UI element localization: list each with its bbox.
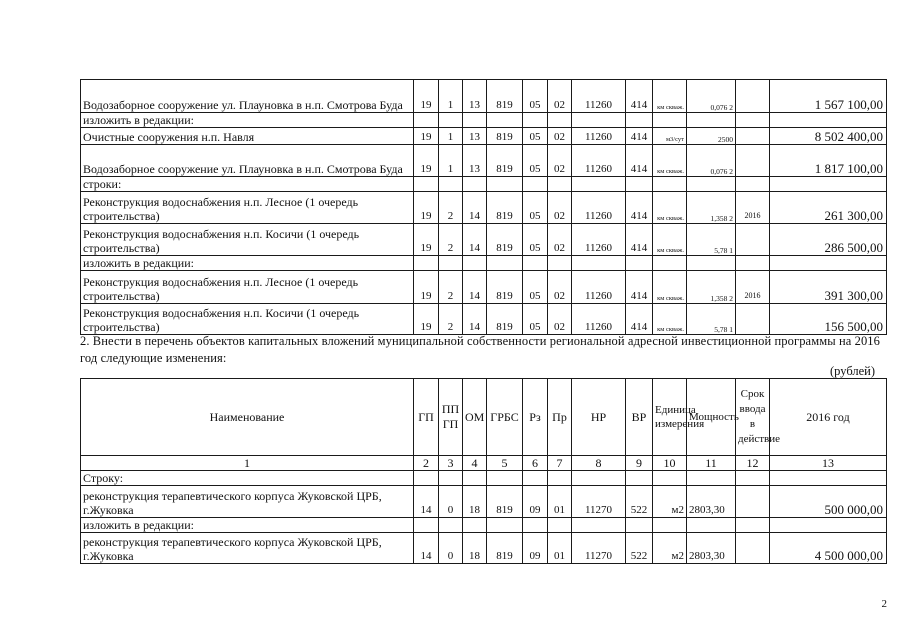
pr-cell: 02 — [548, 304, 572, 335]
power-cell: 0,076 2 — [687, 145, 736, 177]
pgp-cell: 1 — [439, 128, 463, 145]
empty-cell — [770, 177, 887, 192]
gp-cell: 19 — [414, 304, 439, 335]
section-label: изложить в редакции: — [81, 256, 414, 271]
empty-cell — [770, 518, 887, 533]
object-name: реконструкция терапевтического корпуса Жуковской ЦРБ, г.Жуковка — [81, 533, 414, 564]
object-name: Реконструкция водоснабжения н.п. Косичи (1 очередь строительства) — [81, 224, 414, 256]
empty-cell — [548, 518, 572, 533]
empty-cell — [548, 113, 572, 128]
empty-cell — [687, 113, 736, 128]
empty-cell — [414, 471, 439, 486]
empty-cell — [439, 177, 463, 192]
pgp-cell: 0 — [439, 533, 463, 564]
column-number: 7 — [548, 456, 572, 471]
gp-cell: 19 — [414, 145, 439, 177]
empty-cell — [439, 518, 463, 533]
grbs-cell: 819 — [487, 145, 523, 177]
empty-cell — [736, 256, 770, 271]
empty-cell — [463, 256, 487, 271]
pr-cell: 02 — [548, 271, 572, 304]
vr-cell: 414 — [626, 192, 653, 224]
object-name: Реконструкция водоснабжения н.п. Лесное (1 очередь строительства) — [81, 192, 414, 224]
amount-cell: 156 500,00 — [770, 304, 887, 335]
power-cell: 0,076 2 — [687, 80, 736, 113]
changes-table-2 — [80, 378, 887, 564]
table-row — [81, 486, 887, 518]
table-row — [81, 128, 887, 145]
amount-cell: 286 500,00 — [770, 224, 887, 256]
header-cell: ПП ГП — [439, 379, 463, 456]
empty-cell — [653, 177, 687, 192]
vr-cell: 414 — [626, 271, 653, 304]
empty-cell — [548, 471, 572, 486]
gp-cell: 19 — [414, 80, 439, 113]
section-row — [81, 471, 887, 486]
empty-cell — [463, 518, 487, 533]
table-row — [81, 80, 887, 113]
empty-cell — [626, 256, 653, 271]
year-cell: 2016 — [736, 271, 770, 304]
column-number: 6 — [523, 456, 548, 471]
empty-cell — [414, 256, 439, 271]
pgp-cell: 0 — [439, 486, 463, 518]
header-cell: ОМ — [463, 379, 487, 456]
unit-cell: км скваж. — [653, 145, 687, 177]
header-cell: ГП — [414, 379, 439, 456]
empty-cell — [770, 113, 887, 128]
empty-cell — [487, 177, 523, 192]
changes-table-1 — [80, 79, 887, 335]
section-label: строки: — [81, 177, 414, 192]
paragraph-2: 2. Внести в перечень объектов капитальных вложений муниципальной собственности региональной адресной инвестиционной программы на 2016 год следующие изменения: — [80, 334, 881, 365]
empty-cell — [487, 113, 523, 128]
om-cell: 13 — [463, 80, 487, 113]
empty-cell — [653, 113, 687, 128]
empty-cell — [523, 256, 548, 271]
table-row — [81, 271, 887, 304]
amount-cell: 500 000,00 — [770, 486, 887, 518]
power-cell: 1,358 2 — [687, 271, 736, 304]
empty-cell — [770, 471, 887, 486]
amount-cell: 1 567 100,00 — [770, 80, 887, 113]
year-cell — [736, 486, 770, 518]
empty-cell — [736, 471, 770, 486]
gp-cell: 19 — [414, 128, 439, 145]
column-number: 5 — [487, 456, 523, 471]
pgp-cell: 2 — [439, 304, 463, 335]
empty-cell — [653, 256, 687, 271]
power-cell: 1,358 2 — [687, 192, 736, 224]
pr-cell: 01 — [548, 486, 572, 518]
empty-cell — [572, 471, 626, 486]
empty-cell — [463, 471, 487, 486]
column-number: 1 — [81, 456, 414, 471]
section-row — [81, 256, 887, 271]
object-name: Водозаборное сооружение ул. Плауновка в н.п. Смотрова Буда — [81, 80, 414, 113]
amount-cell: 4 500 000,00 — [770, 533, 887, 564]
empty-cell — [736, 113, 770, 128]
om-cell: 18 — [463, 486, 487, 518]
vr-cell: 414 — [626, 80, 653, 113]
pgp-cell: 2 — [439, 271, 463, 304]
year-cell — [736, 80, 770, 113]
empty-cell — [487, 256, 523, 271]
empty-cell — [626, 518, 653, 533]
column-number: 3 — [439, 456, 463, 471]
empty-cell — [523, 177, 548, 192]
year-cell — [736, 533, 770, 564]
column-number: 10 — [653, 456, 687, 471]
grbs-cell: 819 — [487, 271, 523, 304]
amount-cell: 8 502 400,00 — [770, 128, 887, 145]
rz-cell: 05 — [523, 145, 548, 177]
pr-cell: 02 — [548, 145, 572, 177]
grbs-cell: 819 — [487, 533, 523, 564]
rz-cell: 09 — [523, 486, 548, 518]
vr-cell: 414 — [626, 128, 653, 145]
rz-cell: 05 — [523, 128, 548, 145]
pgp-cell: 2 — [439, 192, 463, 224]
pr-cell: 01 — [548, 533, 572, 564]
year-cell: 2016 — [736, 192, 770, 224]
column-number: 12 — [736, 456, 770, 471]
header-cell: НР — [572, 379, 626, 456]
year-cell — [736, 128, 770, 145]
table-row — [81, 533, 887, 564]
section-label: изложить в редакции: — [81, 113, 414, 128]
np-cell: 11260 — [572, 80, 626, 113]
empty-cell — [687, 471, 736, 486]
empty-cell — [736, 177, 770, 192]
column-number: 8 — [572, 456, 626, 471]
pgp-cell: 1 — [439, 80, 463, 113]
header-cell: 2016 год — [770, 379, 887, 456]
om-cell: 14 — [463, 271, 487, 304]
rz-cell: 05 — [523, 192, 548, 224]
table-row — [81, 192, 887, 224]
empty-cell — [414, 518, 439, 533]
amount-cell: 261 300,00 — [770, 192, 887, 224]
np-cell: 11260 — [572, 128, 626, 145]
np-cell: 11260 — [572, 271, 626, 304]
gp-cell: 14 — [414, 486, 439, 518]
rz-cell: 05 — [523, 224, 548, 256]
empty-cell — [463, 113, 487, 128]
pgp-cell: 1 — [439, 145, 463, 177]
empty-cell — [626, 113, 653, 128]
rz-cell: 05 — [523, 271, 548, 304]
header-cell: Единица измерения — [653, 379, 687, 456]
np-cell: 11270 — [572, 533, 626, 564]
object-name: Водозаборное сооружение ул. Плауновка в н.п. Смотрова Буда — [81, 145, 414, 177]
vr-cell: 522 — [626, 486, 653, 518]
unit-cell: км скваж. — [653, 192, 687, 224]
empty-cell — [572, 177, 626, 192]
empty-cell — [523, 471, 548, 486]
pr-cell: 02 — [548, 128, 572, 145]
grbs-cell: 819 — [487, 486, 523, 518]
grbs-cell: 819 — [487, 304, 523, 335]
empty-cell — [653, 518, 687, 533]
power-cell: 5,78 1 — [687, 224, 736, 256]
empty-cell — [653, 471, 687, 486]
grbs-cell: 819 — [487, 192, 523, 224]
section-row — [81, 177, 887, 192]
object-name: Очистные сооружения н.п. Навля — [81, 128, 414, 145]
column-number-row — [81, 456, 887, 471]
gp-cell: 19 — [414, 224, 439, 256]
year-cell — [736, 145, 770, 177]
units-label: (рублей) — [830, 364, 876, 378]
om-cell: 18 — [463, 533, 487, 564]
table-header-row — [81, 379, 887, 456]
object-name: Реконструкция водоснабжения н.п. Лесное (1 очередь строительства) — [81, 271, 414, 304]
rz-cell: 05 — [523, 80, 548, 113]
empty-cell — [487, 518, 523, 533]
np-cell: 11270 — [572, 486, 626, 518]
pr-cell: 02 — [548, 224, 572, 256]
year-cell — [736, 304, 770, 335]
amount-cell: 391 300,00 — [770, 271, 887, 304]
unit-cell: м3/сут — [653, 128, 687, 145]
section-row — [81, 113, 887, 128]
empty-cell — [414, 177, 439, 192]
grbs-cell: 819 — [487, 224, 523, 256]
np-cell: 11260 — [572, 145, 626, 177]
vr-cell: 414 — [626, 304, 653, 335]
power-cell: 2500 — [687, 128, 736, 145]
np-cell: 11260 — [572, 224, 626, 256]
amount-cell: 1 817 100,00 — [770, 145, 887, 177]
empty-cell — [572, 518, 626, 533]
unit-cell: км скваж. — [653, 80, 687, 113]
empty-cell — [439, 113, 463, 128]
empty-cell — [687, 518, 736, 533]
section-row — [81, 518, 887, 533]
rz-cell: 09 — [523, 533, 548, 564]
unit-cell: км скваж. — [653, 224, 687, 256]
grbs-cell: 819 — [487, 80, 523, 113]
om-cell: 14 — [463, 192, 487, 224]
empty-cell — [523, 518, 548, 533]
om-cell: 13 — [463, 145, 487, 177]
vr-cell: 414 — [626, 145, 653, 177]
object-name: реконструкция терапевтического корпуса Жуковской ЦРБ, г.Жуковка — [81, 486, 414, 518]
vr-cell: 522 — [626, 533, 653, 564]
unit-cell: км скваж. — [653, 304, 687, 335]
empty-cell — [523, 113, 548, 128]
header-cell: Пр — [548, 379, 572, 456]
om-cell: 14 — [463, 304, 487, 335]
power-cell: 2803,30 — [687, 533, 736, 564]
power-cell: 5,78 1 — [687, 304, 736, 335]
np-cell: 11260 — [572, 192, 626, 224]
empty-cell — [487, 471, 523, 486]
rz-cell: 05 — [523, 304, 548, 335]
gp-cell: 19 — [414, 192, 439, 224]
empty-cell — [463, 177, 487, 192]
empty-cell — [626, 177, 653, 192]
pr-cell: 02 — [548, 192, 572, 224]
power-cell: 2803,30 — [687, 486, 736, 518]
pgp-cell: 2 — [439, 224, 463, 256]
table-row — [81, 224, 887, 256]
column-number: 11 — [687, 456, 736, 471]
section-label: изложить в редакции: — [81, 518, 414, 533]
column-number: 13 — [770, 456, 887, 471]
table-row — [81, 145, 887, 177]
header-cell: Мощность — [687, 379, 736, 456]
header-cell: Наименование — [81, 379, 414, 456]
empty-cell — [548, 177, 572, 192]
unit-cell: км скваж. — [653, 271, 687, 304]
empty-cell — [687, 177, 736, 192]
table-row — [81, 304, 887, 335]
pr-cell: 02 — [548, 80, 572, 113]
header-cell: Срок ввода в действие — [736, 379, 770, 456]
empty-cell — [439, 256, 463, 271]
empty-cell — [687, 256, 736, 271]
empty-cell — [414, 113, 439, 128]
page-number: 2 — [881, 598, 887, 610]
unit-cell: м2 — [653, 533, 687, 564]
empty-cell — [439, 471, 463, 486]
column-number: 4 — [463, 456, 487, 471]
year-cell — [736, 224, 770, 256]
gp-cell: 19 — [414, 271, 439, 304]
header-cell: Рз — [523, 379, 548, 456]
column-number: 9 — [626, 456, 653, 471]
unit-cell: м2 — [653, 486, 687, 518]
empty-cell — [548, 256, 572, 271]
np-cell: 11260 — [572, 304, 626, 335]
column-number: 2 — [414, 456, 439, 471]
empty-cell — [572, 113, 626, 128]
empty-cell — [736, 518, 770, 533]
om-cell: 14 — [463, 224, 487, 256]
empty-cell — [572, 256, 626, 271]
empty-cell — [626, 471, 653, 486]
section-label: Строку: — [81, 471, 414, 486]
header-cell: ГРБС — [487, 379, 523, 456]
empty-cell — [770, 256, 887, 271]
object-name: Реконструкция водоснабжения н.п. Косичи (1 очередь строительства) — [81, 304, 414, 335]
gp-cell: 14 — [414, 533, 439, 564]
vr-cell: 414 — [626, 224, 653, 256]
header-cell: ВР — [626, 379, 653, 456]
om-cell: 13 — [463, 128, 487, 145]
grbs-cell: 819 — [487, 128, 523, 145]
